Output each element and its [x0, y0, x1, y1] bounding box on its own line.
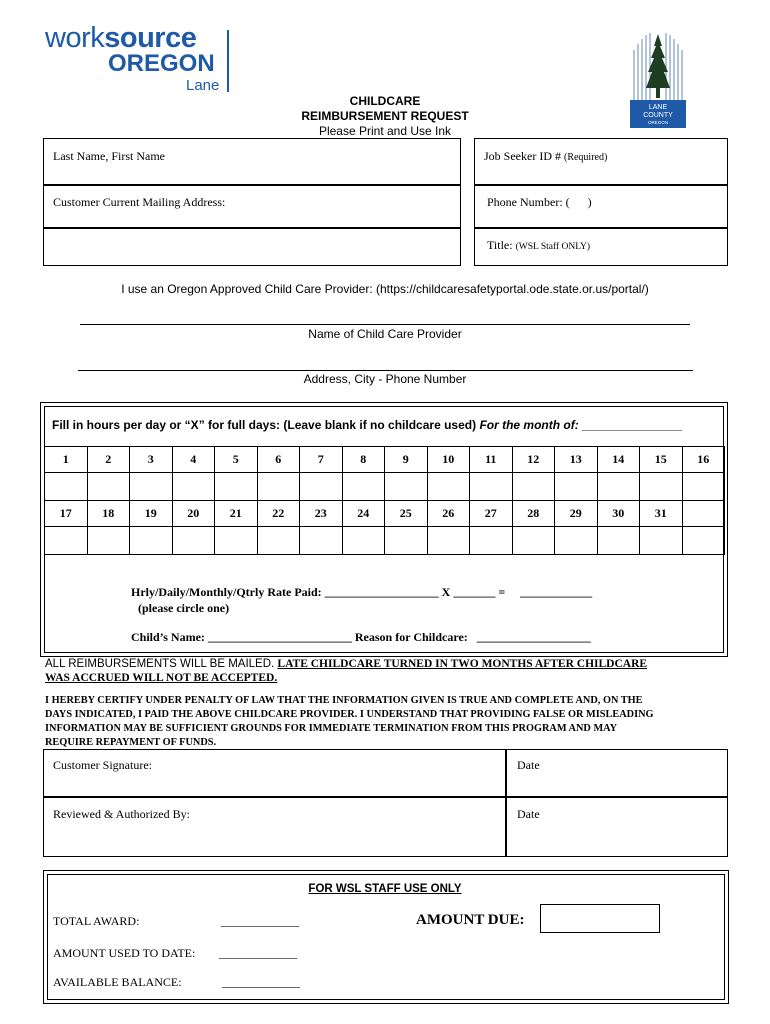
staff-heading: FOR WSL STAFF USE ONLY	[308, 883, 462, 895]
calendar-hours-cell[interactable]	[512, 527, 555, 555]
calendar-day-number: 9	[385, 447, 428, 473]
calendar-hours-cell[interactable]	[130, 527, 173, 555]
job-seeker-id-label: Job Seeker ID # (Required)	[484, 149, 608, 163]
month-label: For the month of:	[479, 418, 579, 432]
calendar-day-number: 29	[555, 501, 598, 527]
worksource-logo-oregon: OREGON	[108, 50, 215, 77]
worksource-logo-lane: Lane	[186, 77, 220, 94]
calendar-hours-cell[interactable]	[427, 473, 470, 501]
calendar-hours-cell[interactable]	[87, 473, 130, 501]
calendar-day-number: 25	[385, 501, 428, 527]
calendar-day-number: 22	[257, 501, 300, 527]
calendar-day-number: 17	[45, 501, 88, 527]
calendar-day-number: 3	[130, 447, 173, 473]
calendar-hours-cell[interactable]	[597, 473, 640, 501]
amount-due-label: AMOUNT DUE:	[416, 912, 525, 928]
calendar-hours-cell[interactable]	[257, 527, 300, 555]
calendar-day-number: 23	[300, 501, 343, 527]
calendar-hours-cell[interactable]	[385, 473, 428, 501]
amount-used-label: AMOUNT USED TO DATE:	[53, 946, 196, 960]
calendar-day-number: 19	[130, 501, 173, 527]
calendar-hours-cell[interactable]	[342, 527, 385, 555]
phone-label: Phone Number: ( )	[487, 195, 592, 209]
svg-text:LANE: LANE	[648, 104, 668, 111]
calendar-day-number: 13	[555, 447, 598, 473]
available-balance-blank[interactable]: _____________	[222, 975, 300, 989]
calendar-hours-cell[interactable]	[555, 473, 598, 501]
address-label: Customer Current Mailing Address:	[53, 195, 226, 209]
calendar-hours-cell[interactable]	[342, 473, 385, 501]
calendar-day-number: 6	[257, 447, 300, 473]
calendar-hours-cell[interactable]	[45, 527, 88, 555]
calendar-day-number: 1	[45, 447, 88, 473]
late-notice-line2: WAS ACCRUED WILL NOT BE ACCEPTED.	[45, 672, 278, 684]
calendar-day-number: 18	[87, 501, 130, 527]
rate-multiplier-blank[interactable]: _______	[453, 585, 496, 599]
customer-signature-label: Customer Signature:	[53, 758, 152, 772]
provider-address-caption: Address, City - Phone Number	[303, 372, 467, 386]
available-balance-label: AVAILABLE BALANCE:	[53, 975, 182, 989]
calendar-hours-cell[interactable]	[555, 527, 598, 555]
customer-date-field[interactable]	[506, 749, 728, 797]
child-name-blank[interactable]: ________________________	[207, 630, 352, 644]
calendar-hours-cell[interactable]	[257, 473, 300, 501]
address-field-line2[interactable]	[43, 228, 461, 266]
calendar-day-number: 30	[597, 501, 640, 527]
circle-note: (please circle one)	[138, 601, 230, 615]
form-title-line1: CHILDCARE	[349, 94, 421, 108]
svg-text:COUNTY: COUNTY	[643, 112, 673, 119]
calendar-hours-cell[interactable]	[300, 527, 343, 555]
calendar-day-number: 2	[87, 447, 130, 473]
reviewed-by-label: Reviewed & Authorized By:	[53, 807, 190, 821]
calendar-hours-cell[interactable]	[172, 527, 215, 555]
calendar-day-number: 31	[640, 501, 683, 527]
calendar-hours-cell[interactable]	[512, 473, 555, 501]
certification-text: I HEREBY CERTIFY UNDER PENALTY OF LAW THAT THE INFORMATION GIVEN IS TRUE AND COMPLETE AND, ON THE DAYS INDICATED, I PAID THE ABOVE CHILDCARE PROVIDER. I UNDERSTAND THAT PROVIDING FALSE OR MISLEADING INFORMATION MAY BE SUFFICIENT GROUNDS FOR IMMEDIATE TERMINATION FROM THIS PROGRAM AND MAY REQUIRE REPAYMENT OF FUNDS.	[45, 695, 654, 748]
calendar-hours-cell[interactable]	[682, 527, 725, 555]
calendar-hours-cell[interactable]	[470, 473, 513, 501]
calendar-hours-cell[interactable]	[427, 527, 470, 555]
amount-due-field[interactable]	[540, 904, 660, 933]
logo-divider	[227, 30, 229, 92]
rate-total-blank[interactable]: ____________	[520, 585, 593, 599]
calendar-hours-cell[interactable]	[45, 473, 88, 501]
calendar-hours-cell[interactable]	[87, 527, 130, 555]
calendar-instruction: Fill in hours per day or “X” for full days: (Leave blank if no childcare used) For the month of: _______________	[52, 418, 683, 432]
rate-blank[interactable]: ___________________	[324, 585, 439, 599]
form-subtitle: Please Print and Use Ink	[318, 124, 452, 138]
calendar-hours-cell[interactable]	[300, 473, 343, 501]
calendar-day-number: 10	[427, 447, 470, 473]
calendar-hours-cell[interactable]	[130, 473, 173, 501]
calendar-hours-cell[interactable]	[682, 473, 725, 501]
calendar-day-number: 24	[342, 501, 385, 527]
calendar-day-number: 20	[172, 501, 215, 527]
calendar-day-number	[682, 501, 725, 527]
form-title-line2: REIMBURSEMENT REQUEST	[301, 109, 469, 123]
provider-statement: I use an Oregon Approved Child Care Provider: (https://childcaresafetyportal.ode.state.or.us/portal/)	[121, 282, 649, 296]
calendar-day-number: 7	[300, 447, 343, 473]
provider-address-line[interactable]	[78, 370, 693, 371]
calendar-hours-cell[interactable]	[215, 473, 258, 501]
calendar-hours-cell[interactable]	[385, 527, 428, 555]
total-award-label: TOTAL AWARD:	[53, 914, 140, 928]
calendar-day-number: 15	[640, 447, 683, 473]
month-blank[interactable]: _______________	[582, 418, 683, 432]
title-label: Title: (WSL Staff ONLY)	[487, 238, 591, 252]
provider-name-caption: Name of Child Care Provider	[308, 327, 462, 341]
calendar-hours-cell[interactable]	[172, 473, 215, 501]
reviewed-by-field[interactable]	[43, 797, 506, 857]
calendar-day-number: 5	[215, 447, 258, 473]
calendar-day-number: 12	[512, 447, 555, 473]
calendar-day-number: 26	[427, 501, 470, 527]
calendar-hours-cell[interactable]	[597, 527, 640, 555]
rate-line: Hrly/Daily/Monthly/Qtrly Rate Paid: ___________________ X _______ = ____________	[131, 585, 593, 599]
reason-blank[interactable]: ___________________	[476, 630, 591, 644]
amount-used-blank[interactable]: _____________	[219, 946, 297, 960]
child-line: Child’s Name: ________________________ Reason for Childcare: ___________________	[131, 630, 591, 644]
calendar-day-number: 11	[470, 447, 513, 473]
svg-text:OREGON: OREGON	[647, 120, 669, 125]
mailed-notice: ALL REIMBURSEMENTS WILL BE MAILED. LATE CHILDCARE TURNED IN TWO MONTHS AFTER CHILDCARE	[45, 658, 648, 670]
reviewed-date-label: Date	[517, 807, 540, 821]
calendar-hours-cell[interactable]	[215, 527, 258, 555]
customer-date-label: Date	[517, 758, 540, 772]
calendar-hours-cell[interactable]	[640, 527, 683, 555]
calendar-day-number: 4	[172, 447, 215, 473]
provider-name-line[interactable]	[80, 324, 690, 325]
reviewed-date-field[interactable]	[506, 797, 728, 857]
calendar-day-number: 14	[597, 447, 640, 473]
calendar-hours-cell[interactable]	[470, 527, 513, 555]
calendar-grid	[44, 446, 725, 555]
calendar-day-number: 16	[682, 447, 725, 473]
total-award-blank[interactable]: _____________	[221, 914, 299, 928]
calendar-day-number: 8	[342, 447, 385, 473]
calendar-hours-cell[interactable]	[640, 473, 683, 501]
name-label: Last Name, First Name	[53, 149, 165, 163]
calendar-day-number: 28	[512, 501, 555, 527]
calendar-day-number: 27	[470, 501, 513, 527]
worksource-logo-text: worksource	[45, 22, 197, 54]
calendar-day-number: 21	[215, 501, 258, 527]
customer-signature-field[interactable]	[43, 749, 506, 797]
